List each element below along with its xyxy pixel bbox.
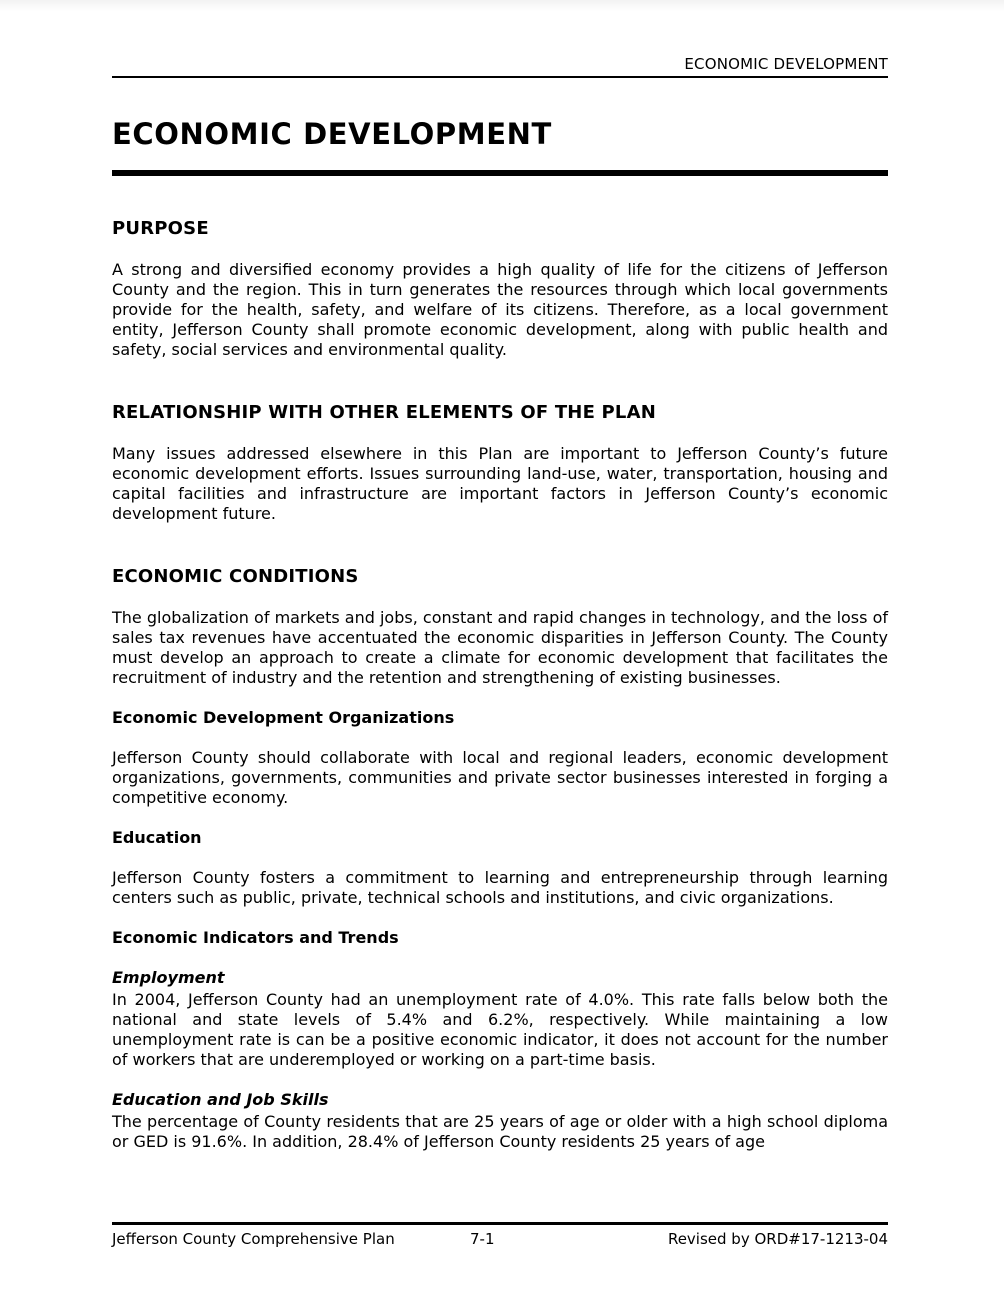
page-top-edge	[0, 0, 1004, 12]
section-heading-relationship: RELATIONSHIP WITH OTHER ELEMENTS OF THE PLAN	[112, 402, 656, 423]
topic-heading-education-and-job-skills: Education and Job Skills	[112, 1090, 329, 1109]
education-paragraph: Jefferson County fosters a commitment to learning and entrepreneurship through learning centers such as public, private, technical schools and institutions, and civic organizations.	[112, 868, 888, 907]
footer-page-number: 7-1	[470, 1230, 495, 1248]
footer-document-title: Jefferson County Comprehensive Plan	[112, 1230, 395, 1248]
education-job-skills-paragraph: The percentage of County residents that are 25 years of age or older with a high school diploma or GED is 91.6%. In addition, 28.4% of Jefferson County residents 25 years of age	[112, 1112, 888, 1151]
subsection-heading-economic-indicators-and-trends: Economic Indicators and Trends	[112, 928, 399, 947]
section-heading-purpose: PURPOSE	[112, 218, 209, 239]
purpose-paragraph: A strong and diversified economy provides a high quality of life for the citizens of Jefferson County and the region. This in turn generates the resources through which local governments provide for the health, safety, and welfare of its citizens. Therefore, as a local government entity, Jefferson County shall promote economic development, along with public health and safety, social services and environmental quality.	[112, 260, 888, 359]
employment-paragraph: In 2004, Jefferson County had an unemployment rate of 4.0%. This rate falls below both the national and state levels of 5.4% and 6.2%, respectively. While maintaining a low unemployment rate is can be a positive economic indicator, it does not account for the number of workers that are underemployed or working on a part-time basis.	[112, 990, 888, 1069]
footer-revision-note: Revised by ORD#17-1213-04	[667, 1230, 888, 1248]
section-heading-economic-conditions: ECONOMIC CONDITIONS	[112, 566, 359, 587]
economic-conditions-paragraph: The globalization of markets and jobs, constant and rapid changes in technology, and the loss of sales tax revenues have accentuated the economic disparities in Jefferson County. The County must develop an approach to create a climate for economic development that facilitates the recruitment of industry and the retention and strengthening of existing businesses.	[112, 608, 888, 687]
page-title: ECONOMIC DEVELOPMENT	[112, 117, 552, 151]
relationship-paragraph: Many issues addressed elsewhere in this Plan are important to Jefferson County’s future economic development efforts. Issues surrounding land-use, water, transportation, housing and capital facilities and infrastructure are important factors in Jefferson County’s economic development future.	[112, 444, 888, 523]
economic-development-organizations-paragraph: Jefferson County should collaborate with local and regional leaders, economic development organizations, governments, communities and private sector businesses interested in forging a competitive economy.	[112, 748, 888, 807]
subsection-heading-economic-development-organizations: Economic Development Organizations	[112, 708, 455, 727]
running-header: ECONOMIC DEVELOPMENT	[684, 55, 888, 73]
header-rule	[112, 76, 888, 78]
page-footer	[112, 1222, 888, 1248]
subsection-heading-education: Education	[112, 828, 202, 847]
footer-rule	[112, 1222, 888, 1225]
topic-heading-employment: Employment	[112, 968, 225, 987]
title-rule	[112, 170, 888, 176]
